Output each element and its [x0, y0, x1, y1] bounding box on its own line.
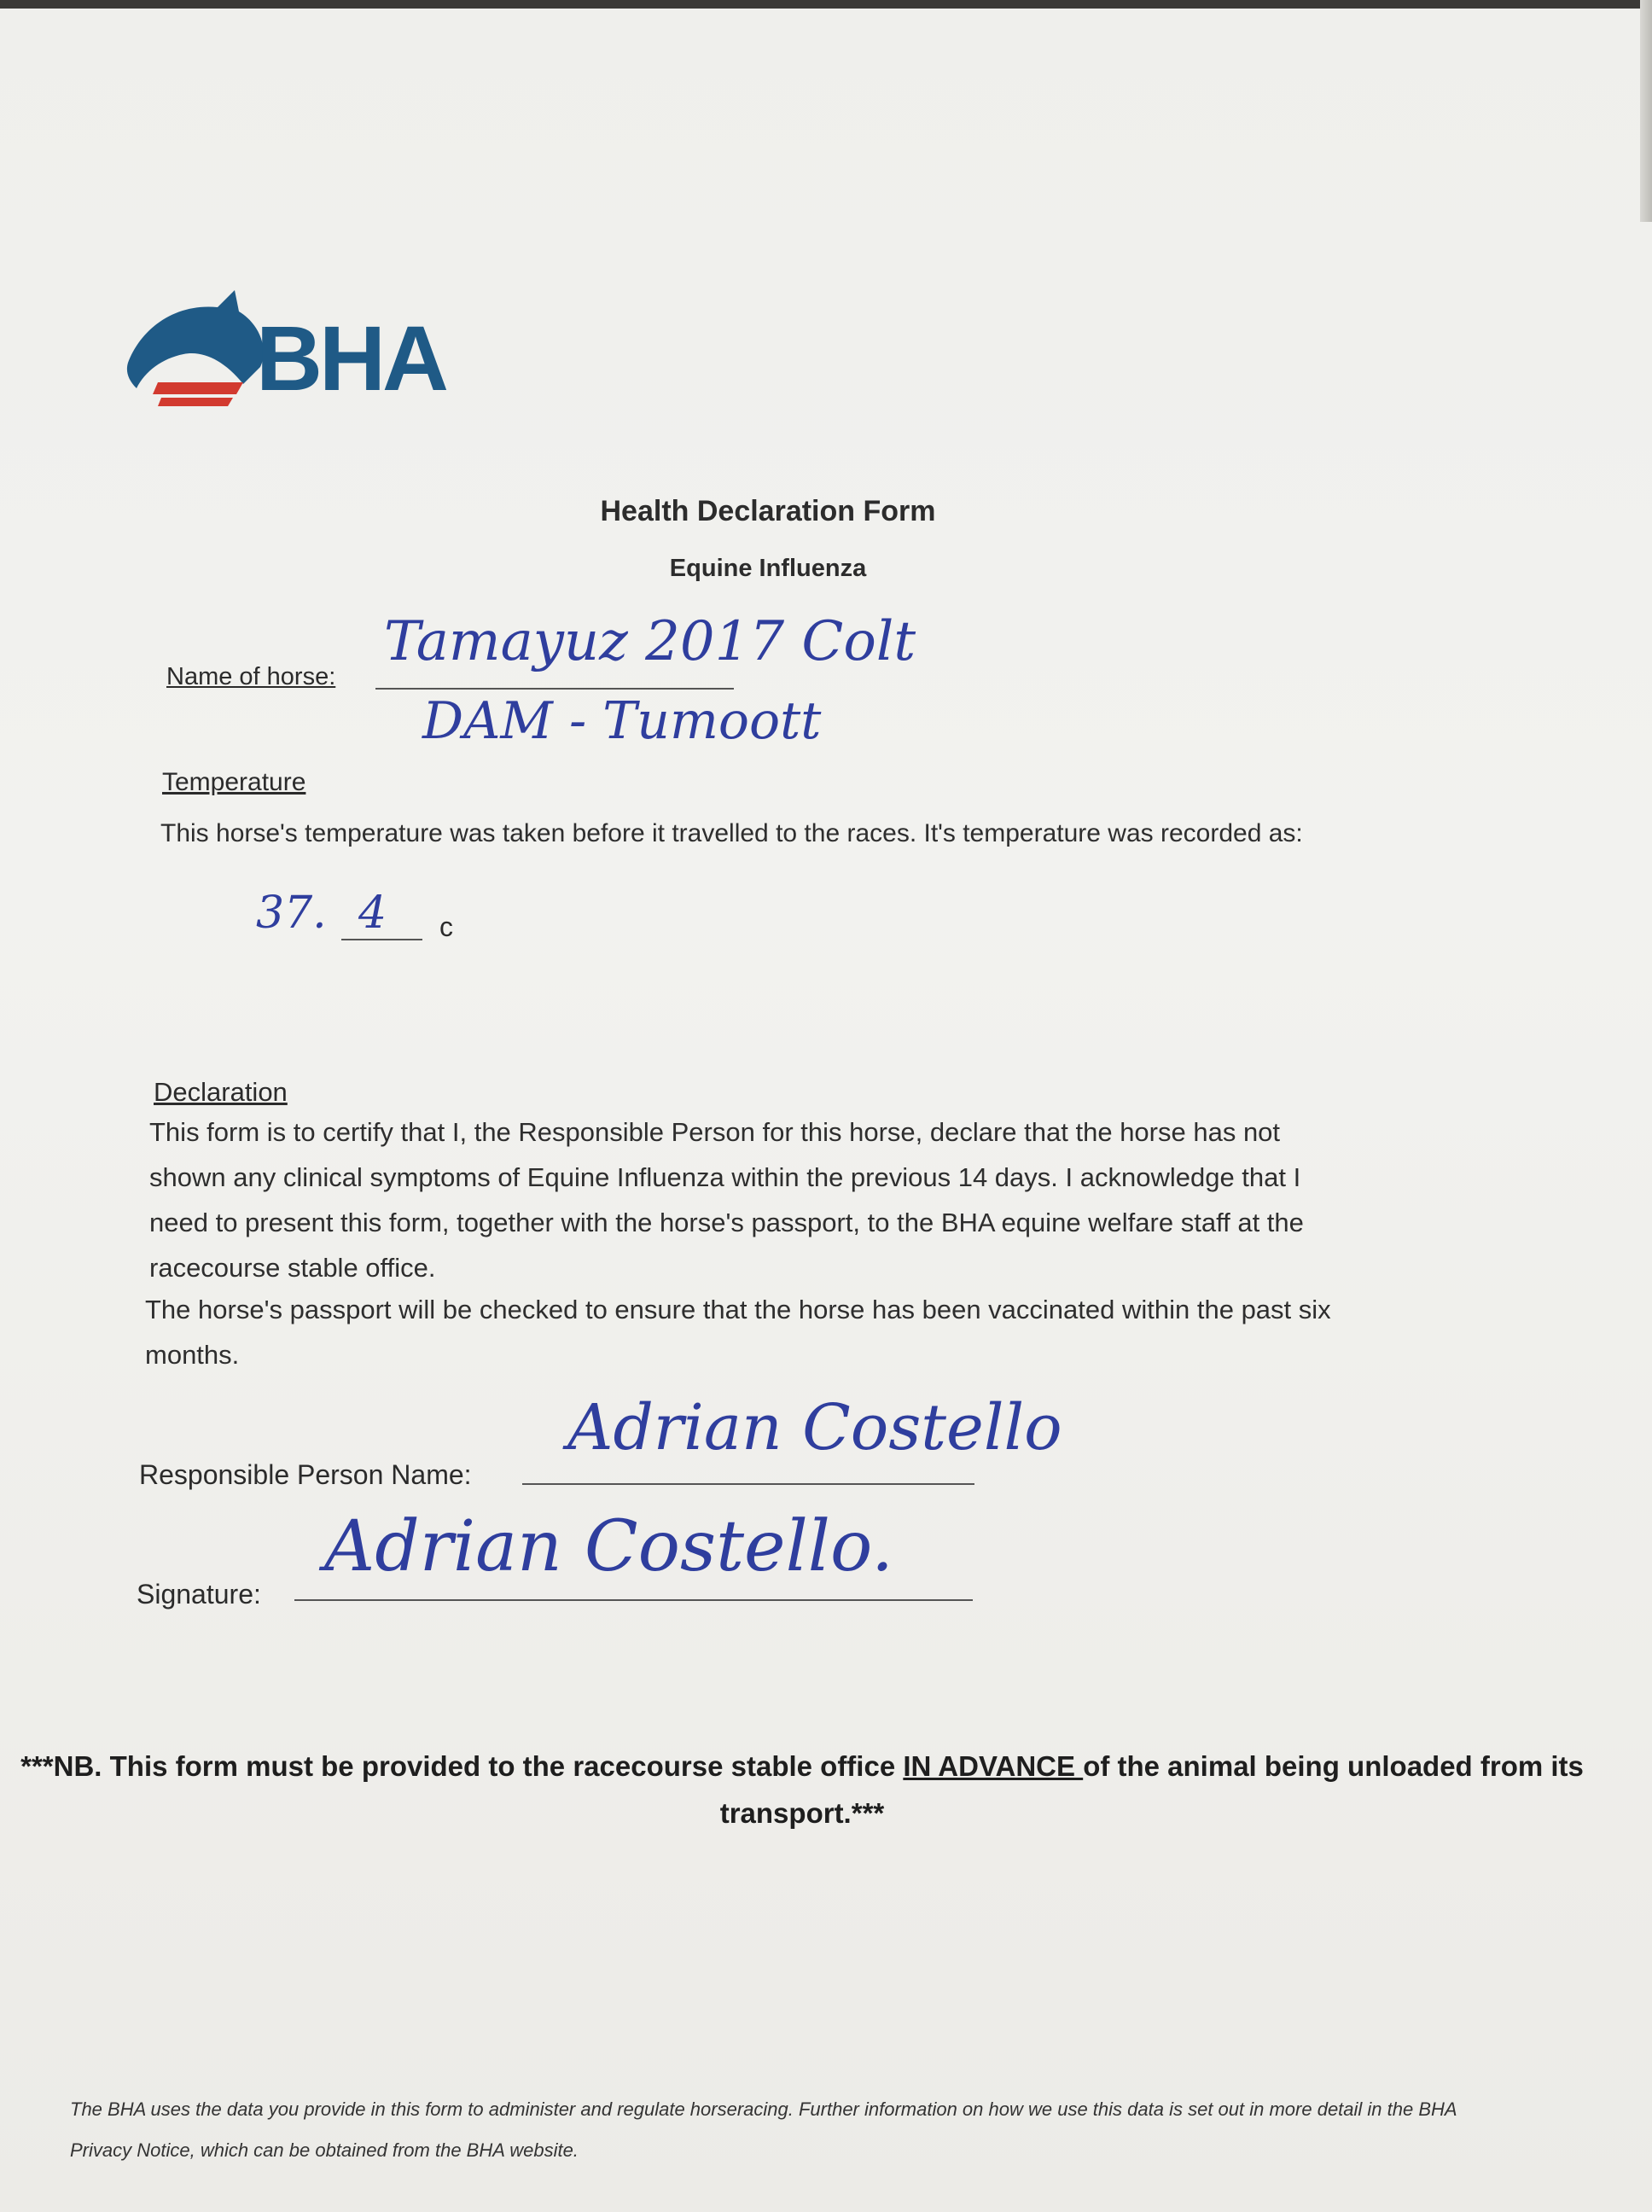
nb-notice-emphasis: IN ADVANCE	[903, 1750, 1084, 1782]
photo-right-edge	[1640, 0, 1652, 222]
horse-name-line	[375, 688, 734, 690]
responsible-person-line	[522, 1483, 974, 1485]
horse-name-handwritten-line1: Tamayuz 2017 Colt	[384, 610, 916, 673]
form-subtitle: Equine Influenza	[669, 555, 867, 582]
temperature-value-whole: 37.	[256, 888, 327, 939]
bha-logo-text: BHA	[256, 306, 445, 410]
signature-label: Signature:	[137, 1579, 261, 1610]
temperature-text: This horse's temperature was taken before it travelled to the races. It's temperature was recorded as:	[160, 819, 1303, 847]
signature-handwritten: Adrian Costello.	[324, 1506, 894, 1587]
horse-name-handwritten-line2: DAM - Tumoott	[422, 691, 822, 751]
privacy-footer: The BHA uses the data you provide in this form to administer and regulate horseracing. Further information on how we use this data is set out in more detail in the BHA Privacy Notice, which can be obtained from the BHA website.	[70, 2098, 1457, 2161]
temperature-heading: Temperature	[162, 768, 306, 796]
declaration-paragraph-2: The horse's passport will be checked to ensure that the horse has been vaccinated within the past six months.	[145, 1295, 1331, 1370]
declaration-paragraph-1: This form is to certify that I, the Responsible Person for this horse, declare that the horse has not shown any clinical symptoms of Equine Influenza within the previous 14 days. I acknowledge that I need to present this form, together with the horse's passport, to the BHA equine welfare staff at the racecourse stable office.	[149, 1117, 1304, 1283]
nb-notice-before: ***NB. This form must be provided to the racecourse stable office	[20, 1750, 904, 1782]
temperature-line	[341, 939, 422, 940]
signature-line	[294, 1599, 973, 1601]
responsible-person-handwritten: Adrian Costello	[567, 1391, 1062, 1464]
horse-name-label: Name of horse:	[166, 663, 336, 690]
temperature-unit: c	[439, 911, 453, 942]
temperature-value-decimal: 4	[358, 888, 387, 939]
nb-notice-after: of the animal being unloaded from its transport.***	[719, 1750, 1584, 1829]
responsible-person-label: Responsible Person Name:	[139, 1459, 472, 1490]
photo-top-edge	[0, 0, 1652, 9]
declaration-heading: Declaration	[154, 1077, 288, 1107]
nb-notice	[0, 1743, 1604, 1837]
form-title: Health Declaration Form	[600, 495, 936, 527]
